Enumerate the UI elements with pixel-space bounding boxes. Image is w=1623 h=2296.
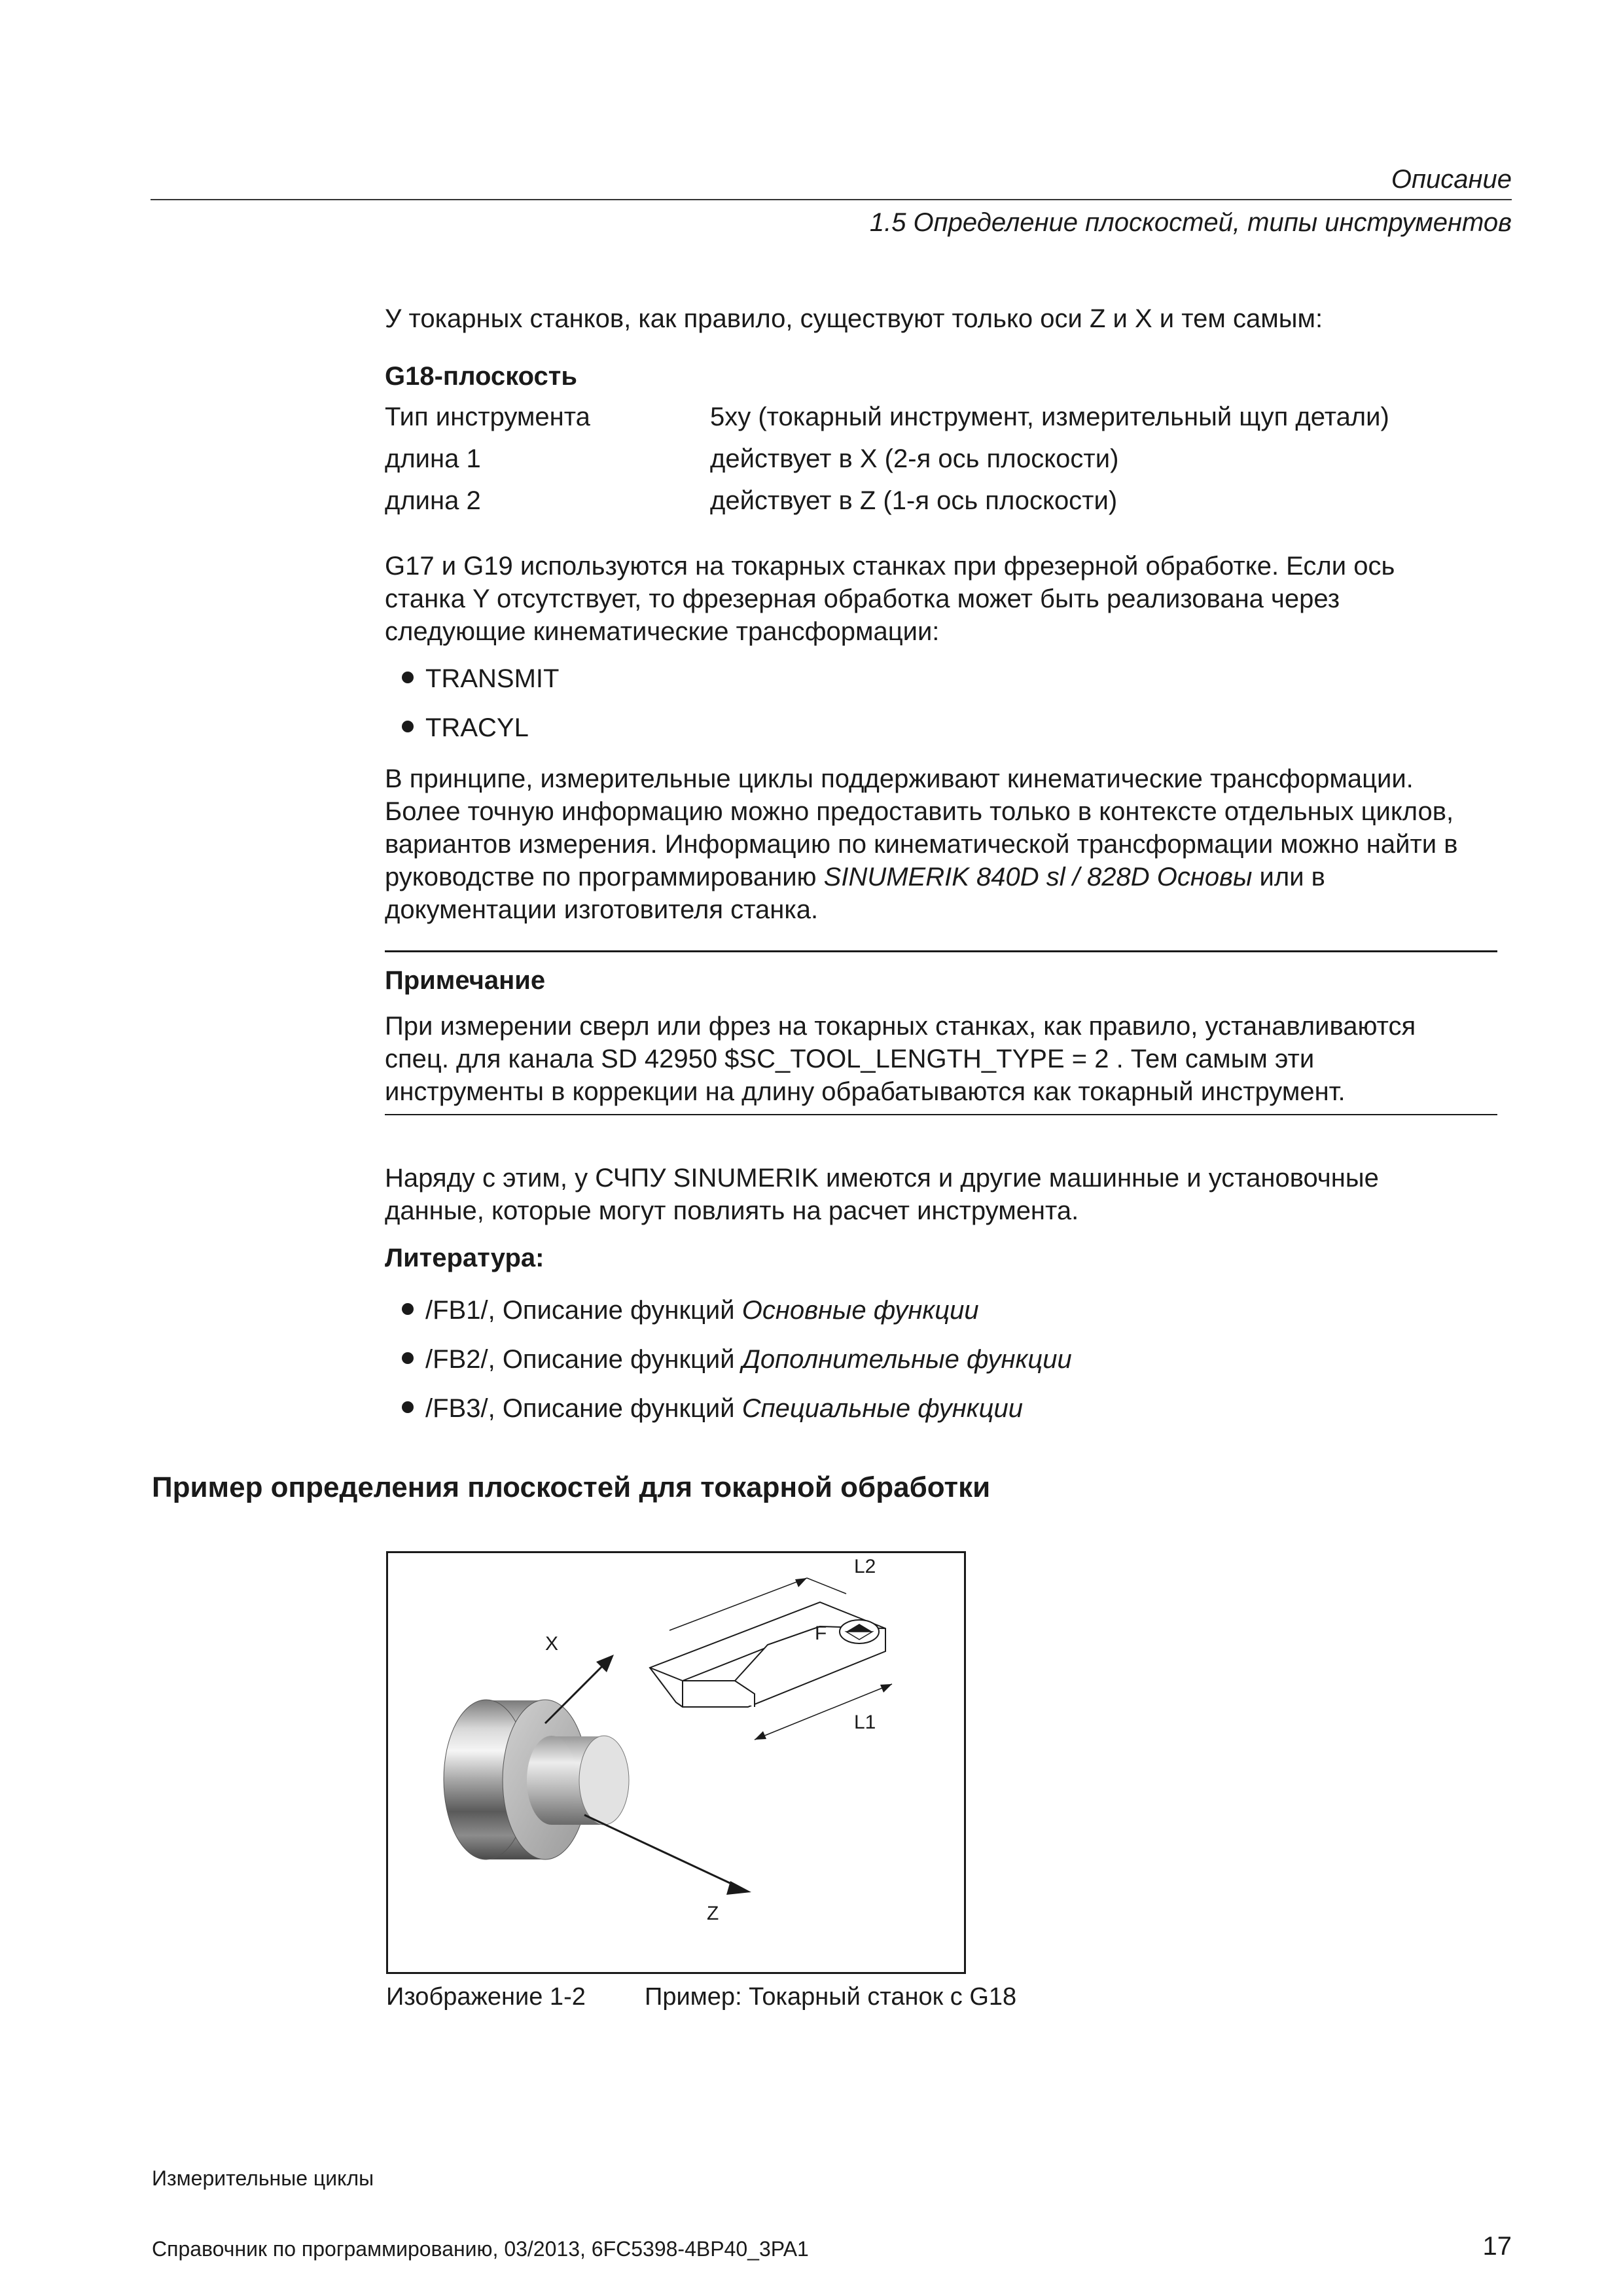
para-line: При измерении сверл или фрез на токарных станках, как правило, устанавливаются (385, 1012, 1416, 1041)
bullet-icon (402, 1303, 414, 1315)
para-text: или в (1252, 863, 1325, 891)
para-line (385, 861, 1458, 893)
l2-extension-line (807, 1578, 846, 1594)
table-row-label: Тип инструмента (385, 403, 590, 431)
figure-caption-number: Изображение 1-2 (386, 1983, 586, 2011)
literature-prefix: /FB3/, Описание функций (425, 1394, 742, 1423)
list-item (425, 711, 529, 744)
note-bottom-rule (385, 1114, 1497, 1115)
shaft-face (579, 1736, 629, 1825)
list-item (425, 1343, 1072, 1376)
literature-prefix: /FB1/, Описание функций (425, 1296, 742, 1325)
para-line: инструменты в коррекции на длину обрабатываются как токарный инструмент. (385, 1077, 1346, 1106)
para-line: Наряду с этим, у СЧПУ SINUMERIK имеются и другие машинные и установочные (385, 1164, 1379, 1193)
figure-caption-text: Пример: Токарный станок с G18 (645, 1983, 1017, 2011)
table-row (385, 401, 1497, 442)
table-row-value: 5xy (токарный инструмент, измерительный щуп детали) (710, 403, 1389, 431)
para-also (385, 1162, 1379, 1227)
z-axis-arrow-icon (726, 1881, 751, 1895)
lathe-diagram (388, 1553, 964, 1972)
header-rule (151, 199, 1512, 200)
lathe-tool (650, 1602, 885, 1707)
section-title: Пример определения плоскостей для токарной обработки (152, 1471, 991, 1503)
table-row-value: действует в X (2-я ось плоскости) (710, 444, 1119, 473)
literature-ref: Дополнительные функции (741, 1345, 1072, 1374)
z-axis-label: Z (707, 1903, 719, 1924)
note-title: Примечание (385, 966, 546, 995)
table-row-value: действует в Z (1-я ось плоскости) (710, 486, 1118, 515)
f-label: F (815, 1623, 827, 1644)
header-subsection: 1.5 Определение плоскостей, типы инструментов (869, 208, 1512, 237)
list-item-label: TRACYL (425, 713, 529, 742)
literature-prefix: /FB2/, Описание функций (425, 1345, 742, 1374)
para-line: вариантов измерения. Информацию по кинематической трансформации можно найти в (385, 830, 1458, 859)
para-g17 (385, 550, 1395, 648)
table-row (385, 442, 1497, 484)
list-item (425, 662, 559, 695)
literature-ref: Основные функции (741, 1296, 979, 1325)
figure-frame (386, 1551, 966, 1974)
intro-text: У токарных станков, как правило, существуют только оси Z и X и тем самым: (385, 304, 1323, 333)
list-item-label: TRANSMIT (425, 664, 560, 693)
para-line: спец. для канала SD 42950 $SC_TOOL_LENGTH_TYPE = 2 . Тем самым эти (385, 1045, 1315, 1073)
plane-heading: G18-плоскость (385, 362, 577, 391)
table-row-label: длина 1 (385, 444, 481, 473)
list-item (425, 1392, 1023, 1425)
note-top-rule (385, 950, 1497, 952)
para-line: данные, которые могут повлиять на расчет инструмента. (385, 1196, 1079, 1225)
bullet-icon (402, 1352, 414, 1364)
para-line: следующие кинематические трансформации: (385, 617, 940, 646)
footer-title: Измерительные циклы (152, 2166, 374, 2190)
l1-arrow-right-icon (880, 1684, 892, 1693)
para-line: Более точную информацию можно предоставить только в контексте отдельных циклов, (385, 797, 1454, 826)
para-line: станка Y отсутствует, то фрезерная обработка может быть реализована через (385, 584, 1340, 613)
page-number: 17 (1482, 2232, 1512, 2261)
para-line: документации изготовителя станка. (385, 895, 819, 924)
note-text (385, 1010, 1416, 1108)
para-principle (385, 762, 1458, 926)
para-text: руководстве по программированию (385, 863, 824, 891)
header-section: Описание (1391, 165, 1512, 194)
para-line: В принципе, измерительные циклы поддерживают кинематические трансформации. (385, 764, 1414, 793)
literature-ref: Специальные функции (741, 1394, 1023, 1423)
z-axis-line (584, 1815, 738, 1887)
bullet-icon (402, 1401, 414, 1413)
x-axis-label: X (545, 1633, 559, 1655)
table-row-label: длина 2 (385, 486, 481, 515)
literature-title: Литература: (385, 1244, 544, 1272)
table-row (385, 484, 1497, 526)
bullet-icon (402, 721, 414, 732)
l1-label: L1 (854, 1712, 876, 1733)
l2-arrow-icon (795, 1578, 807, 1587)
footer-doc-info: Справочник по программированию, 03/2013, 6FC5398-4BP40_3PA1 (152, 2237, 809, 2261)
shaft-rear (527, 1736, 577, 1825)
x-axis-line (545, 1664, 604, 1723)
l1-arrow-left-icon (755, 1731, 766, 1740)
para-line: G17 и G19 используются на токарных станках при фрезерной обработке. Если ось (385, 552, 1395, 581)
bullet-icon (402, 672, 414, 683)
list-item (425, 1294, 979, 1327)
l2-label: L2 (854, 1556, 876, 1577)
doc-reference: SINUMERIK 840D sl / 828D Основы (823, 863, 1253, 891)
